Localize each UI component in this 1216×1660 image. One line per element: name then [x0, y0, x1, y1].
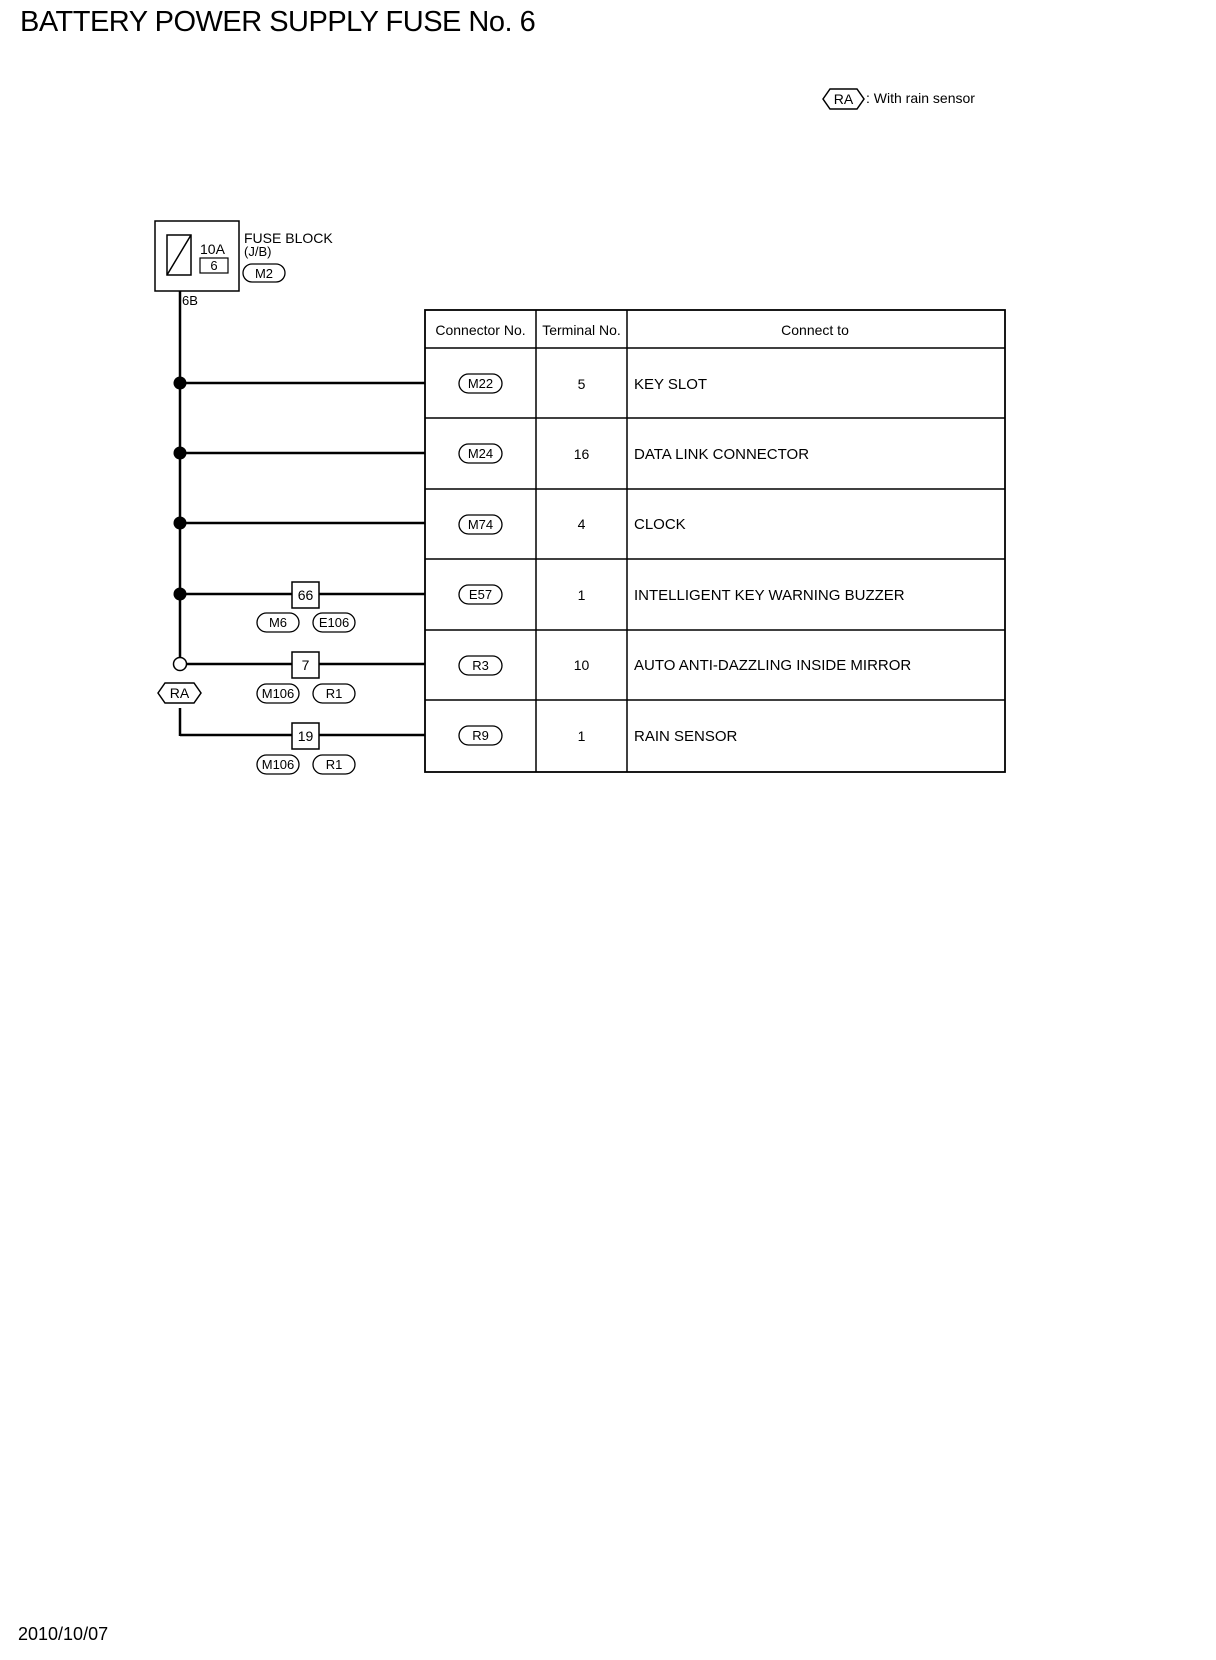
row-terminal: 4: [577, 516, 586, 532]
fuse-number: 6: [210, 258, 218, 273]
row-connect-to: RAIN SENSOR: [634, 728, 738, 745]
legend-text: : With rain sensor: [866, 90, 975, 106]
row-connect-to: AUTO ANTI-DAZZLING INSIDE MIRROR: [634, 657, 912, 674]
row-terminal: 1: [577, 728, 586, 744]
fuse-block-sublabel: (J/B): [244, 244, 272, 259]
row-connector: M74: [467, 517, 494, 532]
fuse-connector: M2: [254, 266, 274, 281]
row-connector: M22: [467, 376, 494, 391]
splice-dot: [174, 517, 187, 530]
junction-pin: 19: [297, 728, 314, 744]
row-connect-to: INTELLIGENT KEY WARNING BUZZER: [634, 587, 905, 604]
splice-dot: [174, 447, 187, 460]
legend: [823, 89, 975, 109]
branch-option-label: RA: [169, 685, 190, 701]
table-header-connector: Connector No.: [435, 322, 526, 338]
table-header-connect-to: Connect to: [781, 322, 849, 338]
splice-dot: [174, 377, 187, 390]
row-connector: R9: [472, 728, 489, 743]
fuse-block: [155, 221, 333, 308]
row-connect-to: DATA LINK CONNECTOR: [634, 446, 810, 463]
fuse-amperage: 10A: [200, 241, 225, 257]
branch-option-ra: [158, 683, 201, 703]
page-title: BATTERY POWER SUPPLY FUSE No. 6: [20, 6, 536, 38]
junction-connector: R1: [325, 686, 343, 701]
junction-pin: 66: [297, 587, 314, 603]
junction-connector: R1: [325, 757, 343, 772]
footer-date: 2010/10/07: [18, 1624, 109, 1644]
junction-19: [257, 723, 355, 774]
row-connect-to: CLOCK: [634, 516, 686, 533]
table-header-terminal: Terminal No.: [542, 322, 621, 338]
row-connect-to: KEY SLOT: [634, 376, 708, 393]
junction-connector: E106: [318, 615, 350, 630]
legend-symbol-label: RA: [833, 91, 854, 107]
row-terminal: 1: [577, 587, 586, 603]
junction-7: [257, 652, 355, 703]
row-terminal: 5: [577, 376, 586, 392]
junction-connector: M106: [261, 686, 295, 701]
row-connector: E57: [468, 587, 493, 602]
junction-connector: M106: [261, 757, 295, 772]
connection-table: [425, 310, 1005, 772]
fuse-terminal: 6B: [182, 293, 198, 308]
splice-dot: [174, 588, 187, 601]
row-connector: R3: [472, 658, 489, 673]
junction-connector: M6: [268, 615, 288, 630]
fuse-block-label: FUSE BLOCK: [244, 230, 333, 246]
row-terminal: 16: [573, 446, 590, 462]
junction-pin: 7: [301, 657, 310, 673]
junction-66: [257, 582, 355, 632]
row-connector: M24: [467, 446, 494, 461]
row-terminal: 10: [573, 657, 590, 673]
optional-splice: [174, 658, 187, 671]
